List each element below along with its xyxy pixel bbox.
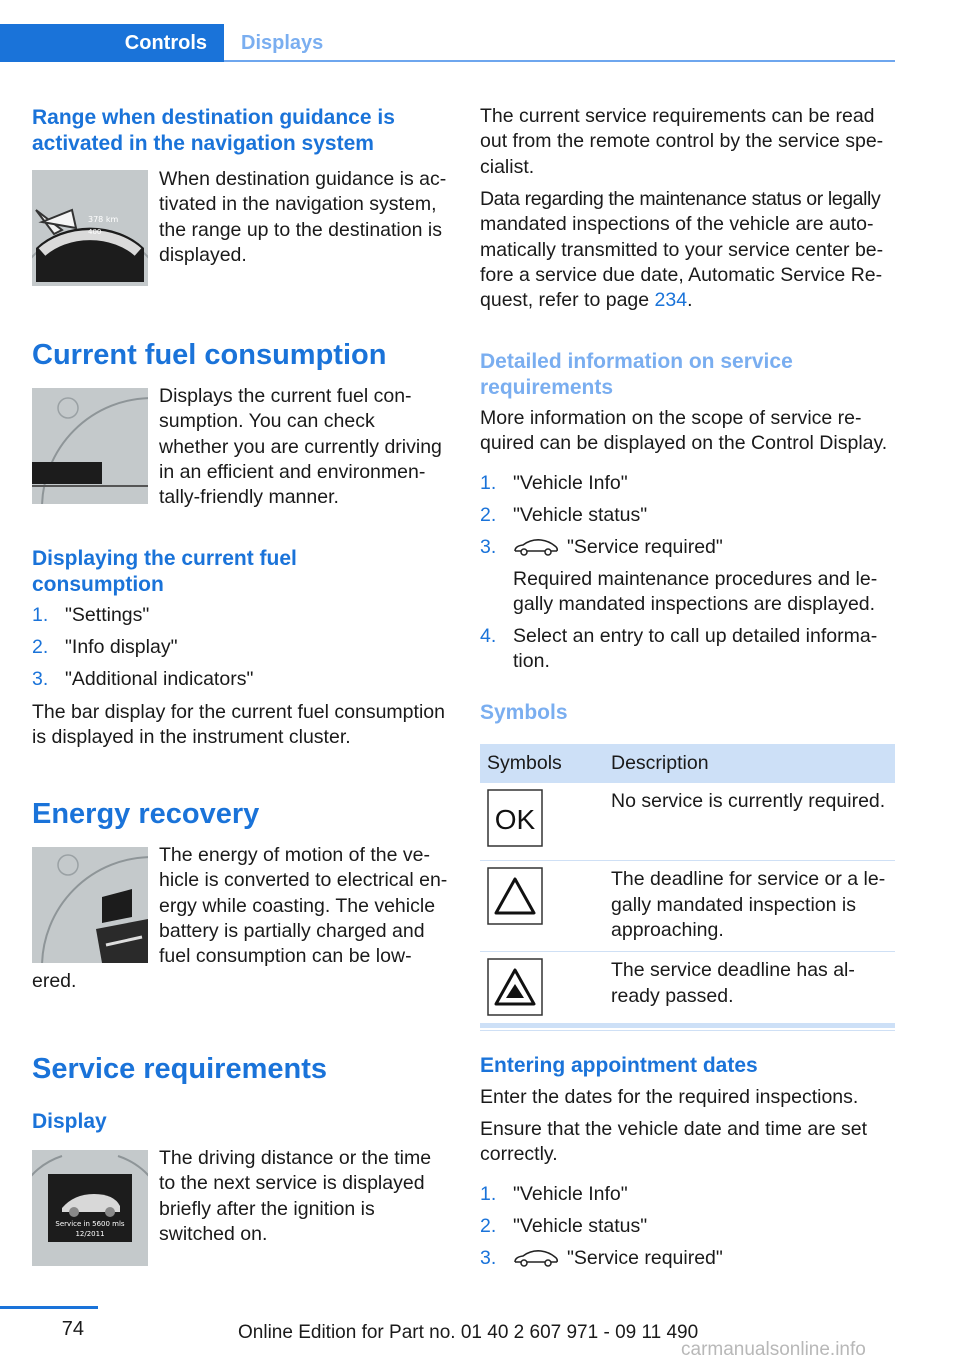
list-item: 3. "Additional indicators"	[32, 667, 254, 690]
col-symbols: Symbols	[480, 744, 604, 783]
table-row	[480, 861, 895, 952]
symbols-table	[480, 744, 895, 1031]
list-item: 1. "Vehicle Info"	[480, 472, 628, 494]
text-line: mandated inspections of the vehicle are auto-	[480, 213, 874, 236]
text-line: quest, refer to page 234.	[480, 289, 693, 312]
text-line: The energy of motion of the ve-	[159, 844, 430, 866]
appt-heading: Entering appointment dates	[480, 1054, 758, 1077]
energy-last-line: ered.	[32, 970, 77, 992]
text-line: tivated in the navigation system,	[159, 193, 437, 216]
range-gauge-image	[32, 170, 148, 286]
range-text	[159, 167, 454, 268]
fuel-gauge-image	[32, 388, 148, 504]
appt-note	[480, 1117, 900, 1168]
text-line: sumption. You can check	[159, 410, 375, 433]
text-line: Displays the current fuel con-	[159, 385, 412, 407]
page-header	[0, 0, 895, 62]
symbols-heading: Symbols	[480, 701, 568, 724]
table-cell: approaching.	[611, 918, 724, 941]
maintenance-text	[480, 187, 900, 313]
text-line: hicle is converted to electrical en-	[159, 869, 448, 892]
warning-triangle-icon	[487, 867, 543, 925]
fuel-after-text	[32, 700, 457, 751]
list-item: 3. "Service required" Required maintenance procedures and le- gally mandated inspections are displayed.	[480, 535, 900, 618]
text-line: The bar display for the current fuel consumption	[32, 701, 445, 723]
energy-text	[159, 843, 454, 969]
text-line: the range up to the destination is	[159, 218, 442, 241]
footer-rule	[0, 1306, 98, 1309]
detail-text	[480, 406, 900, 457]
table-cell: No service is currently required.	[611, 790, 886, 812]
ok-icon	[487, 789, 543, 847]
service-display-image	[32, 1150, 148, 1266]
appt-steps	[480, 1182, 900, 1271]
svg-text:OK: OK	[494, 804, 536, 835]
display-heading: Display	[32, 1110, 107, 1133]
list-item: 2. "Vehicle status"	[480, 503, 648, 526]
remote-control-text	[480, 104, 900, 180]
text-line: Data regarding the maintenance status or legally	[480, 188, 881, 210]
text-line: fuel consumption can be low-	[159, 945, 412, 968]
text-line: battery is partially charged and	[159, 919, 425, 942]
list-item: 1. "Settings"	[32, 604, 150, 626]
table-cell: ready passed.	[611, 984, 734, 1007]
heading-line: consumption	[32, 572, 164, 596]
text-line: briefly after the ignition is	[159, 1197, 375, 1220]
table-row	[480, 952, 895, 1030]
text-line: When destination guidance is ac-	[159, 168, 447, 190]
heading-line: Detailed information on service	[480, 350, 793, 373]
text-line: displayed.	[159, 243, 247, 266]
page-link[interactable]: 234	[654, 289, 688, 312]
tab-controls[interactable]: Controls	[0, 24, 224, 62]
table-cell: The service deadline has al-	[611, 959, 855, 982]
text-line: matically transmitted to your service center be-	[480, 238, 884, 261]
text-line: to the next service is displayed	[159, 1172, 425, 1195]
fuel-heading: Current fuel consumption	[32, 339, 387, 371]
heading-line: requirements	[480, 375, 614, 399]
text-line: The current service requirements can be read	[480, 105, 875, 127]
display-text	[159, 1146, 454, 1247]
list-item: 4. Select an entry to call up detailed informa- tion.	[480, 624, 878, 673]
heading-line: Displaying the current fuel	[32, 547, 297, 570]
text-line: correctly.	[480, 1143, 558, 1166]
text-line: Required maintenance procedures and le-	[513, 567, 878, 590]
detail-steps	[480, 471, 900, 675]
fuel-steps	[32, 603, 452, 692]
thumb-range-val: 400	[88, 228, 102, 236]
text-line: is displayed in the instrument cluster.	[32, 726, 351, 749]
car-icon	[513, 537, 559, 557]
appt-text: Enter the dates for the required inspections.	[480, 1086, 859, 1108]
table-bottom-rule	[480, 1023, 895, 1028]
text-line: Ensure that the vehicle date and time are set	[480, 1118, 867, 1140]
table-cell: The deadline for service or a le-	[611, 868, 886, 891]
watermark: carmanualsonline.info	[681, 1339, 866, 1360]
page-number: 74	[61, 1318, 84, 1340]
text-line: cialist.	[480, 155, 535, 178]
table-cell: gally mandated inspection is	[611, 893, 856, 916]
list-item: 2. "Info display"	[32, 635, 178, 658]
thumb-service-label: Service in 5600 mls	[55, 1220, 125, 1228]
text-line: switched on.	[159, 1222, 268, 1245]
col-description: Description	[604, 744, 895, 783]
text-line: fore a service due date, Automatic Service Re-	[480, 263, 883, 286]
service-heading: Service requirements	[32, 1053, 327, 1085]
text-line: gally mandated inspections are displayed.	[513, 593, 876, 616]
range-heading: Range when destination guidance is activated in the navigation system	[32, 106, 395, 155]
text-line: quired can be displayed on the Control Display.	[480, 432, 888, 455]
table-row	[480, 783, 895, 861]
display-fuel-heading	[32, 546, 297, 597]
car-icon	[513, 1248, 559, 1268]
thumb-range-km: 378 km	[88, 215, 119, 224]
list-item: 1. "Vehicle Info"	[480, 1183, 628, 1205]
fuel-text	[159, 384, 454, 510]
detail-heading	[480, 349, 793, 400]
thumb-service-date: 12/2011	[75, 1230, 105, 1238]
text-line: whether you are currently driving	[159, 435, 442, 458]
text-line: More information on the scope of service re-	[480, 407, 862, 429]
list-item: 3. "Service required"	[480, 1246, 723, 1269]
tab-displays[interactable]: Displays	[224, 24, 895, 62]
text-line: ergy while coasting. The vehicle	[159, 894, 436, 917]
energy-gauge-image	[32, 847, 148, 963]
list-item: 2. "Vehicle status"	[480, 1214, 648, 1237]
warning-triangle-filled-icon	[487, 958, 543, 1016]
online-edition: Online Edition for Part no. 01 40 2 607 971 - 09 11 490	[238, 1322, 699, 1343]
energy-heading: Energy recovery	[32, 798, 260, 830]
text-line: The driving distance or the time	[159, 1147, 432, 1169]
text-line: in an efficient and environmen-	[159, 460, 426, 483]
text-line: tally-friendly manner.	[159, 486, 339, 509]
text-line: out from the remote control by the service spe-	[480, 130, 884, 153]
